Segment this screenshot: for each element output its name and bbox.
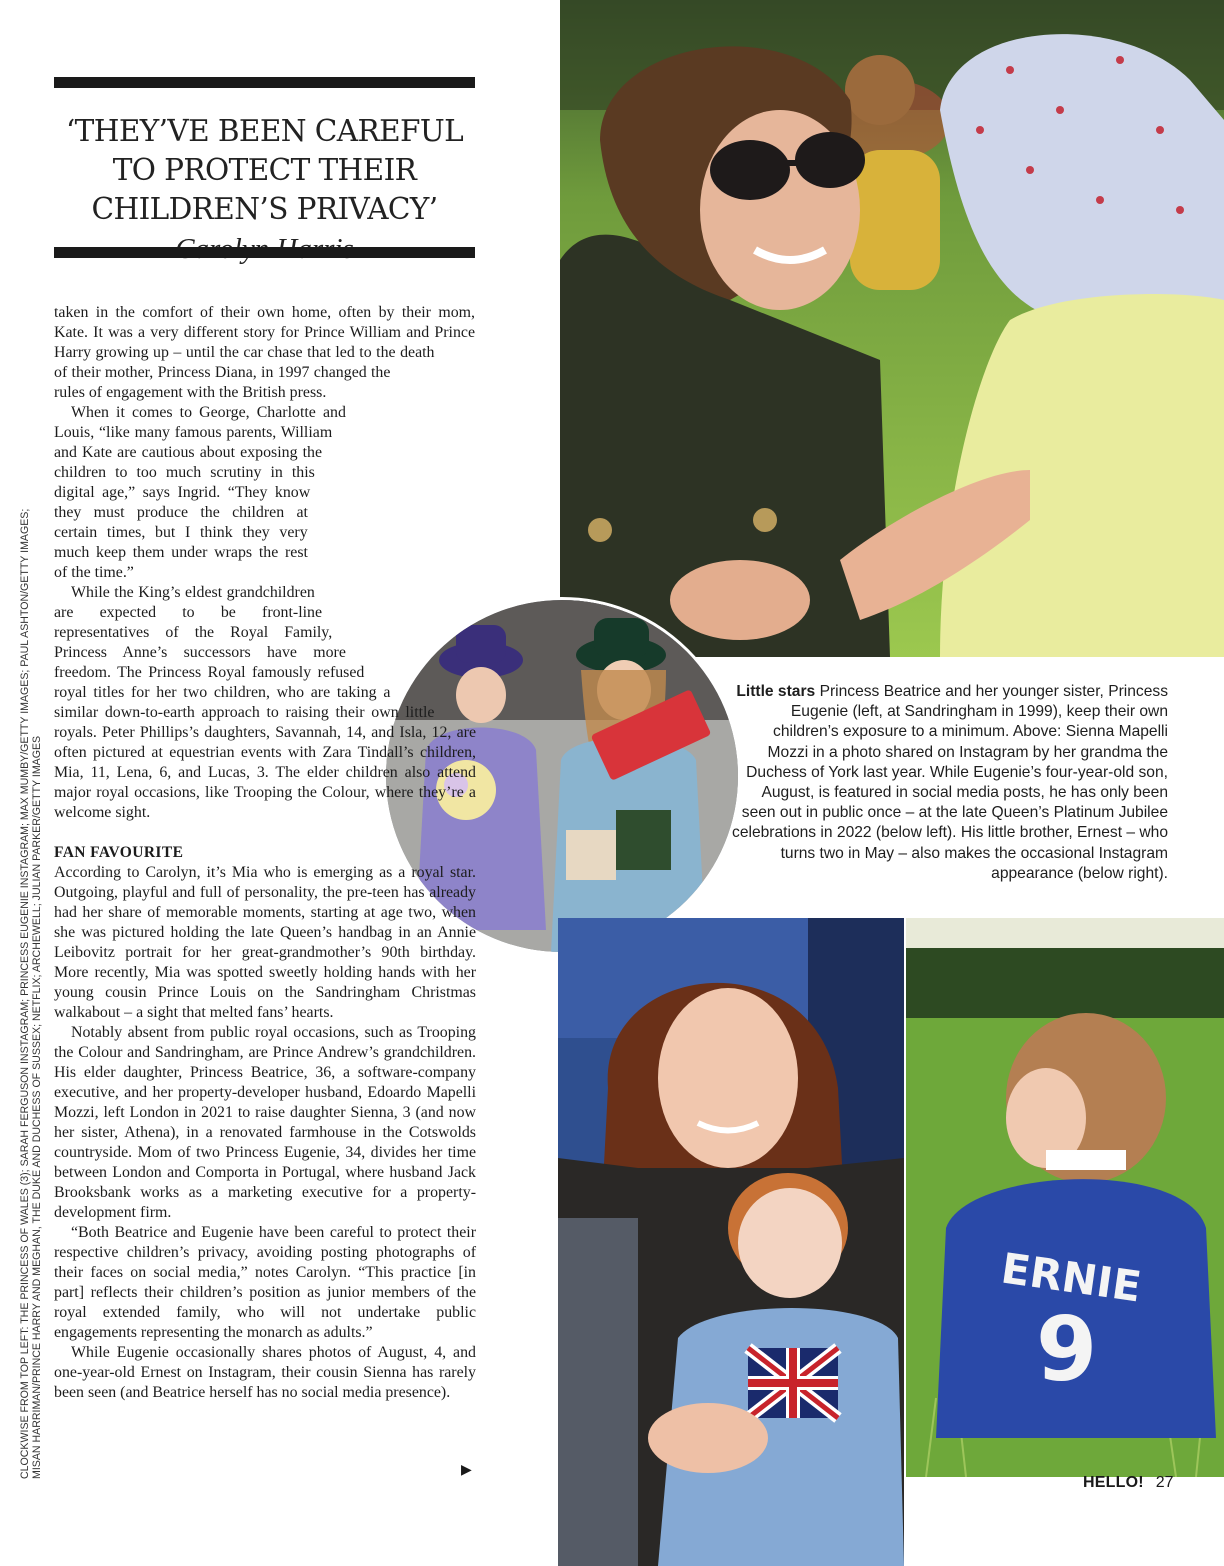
caption-text: Princess Beatrice and her younger sister, Princess Eugenie (left, at Sandringham in 1999), keep their own children’s exposure to a minimum. Above: Sienna Mapelli Mozzi in a photo shared on Instagram by her grandma the Duchess of York last year. While Eugenie’s four-year-old son, August, is featured in social media posts, he has only been seen out in public once – at the late Queen’s Platinum Jubilee celebrations in 2022 (below left). His little brother, Ernest – who turns two in May – also makes the occasional Instagram appearance (below right). [732, 683, 1168, 882]
article-paragraph: “Both Beatrice and Eugenie have been careful to protect their respective children’s privacy, avoiding posting photographs of their faces on social media,” notes Carolyn. “This practice [in part] reflects their children’s position as junior members of the royal extended family, who will not undertake public engagements representing the monarch as adults.” [54, 1224, 476, 1341]
section-subheading: FAN FAVOURITE [54, 844, 184, 861]
magazine-name: HELLO! [1083, 1474, 1144, 1491]
article-paragraph: Notably absent from public royal occasions, such as Trooping the Colour and Sandringham, are Prince Andrew’s grandchildren. His elder daughter, Princess Beatrice, 36, a software-company executive, and her property-developer husband, Edoardo Mapelli Mozzi, left London in 2021 to raise daughter Sienna, 3 (and now her sister, Athena), in a renovated farmhouse in the Cotswolds countryside. Mom of two Princess Eugenie, 34, divides her time between London and Comporta in Portugal, where husband Jack Brooksbank works as a marketing executive for a property-development firm. [54, 1024, 476, 1221]
photo-caption [732, 682, 1168, 884]
photo-ernest-in-grass [906, 918, 1224, 1477]
pull-quote-text: ‘THEY’VE BEEN CAREFUL TO PROTECT THEIR CHILDREN’S PRIVACY’ [65, 114, 464, 226]
photo-credits [19, 508, 43, 1479]
photo-eugenie-with-august [558, 918, 904, 1566]
shirt-name: ERNIE [998, 1243, 1145, 1312]
article-body [54, 303, 476, 1403]
page-number: 27 [1155, 1474, 1174, 1491]
bottom-rule [54, 247, 475, 258]
pull-quote [54, 112, 475, 269]
top-rule [54, 77, 475, 88]
article-paragraph: taken in the comfort of their own home, often by their mom, Kate. It was a very different story for Prince William and Prince Harry growing up – until the car chase that led to the death of their mother, Princess Diana, in 1997 changed the rules of engagement with the British press. [54, 304, 475, 401]
shirt-number: 9 [1036, 1298, 1098, 1401]
page-footer [1083, 1474, 1174, 1492]
continue-arrow-icon: ▶ [461, 1463, 472, 1478]
credit-line: MISAN HARRIMAN/PRINCE HARRY AND MEGHAN, THE DUKE AND DUCHESS OF SUSSEX; NETFLIX; ARCHEWELL; JULIAN PARKER/GETTY IMAGES [31, 735, 43, 1479]
caption-lead: Little stars [736, 683, 816, 700]
article-paragraph: According to Carolyn, it’s Mia who is emerging as a royal star. Outgoing, playful and full of personality, the pre-teen has already had her share of memorable moments, starting at age two, when she was pictured holding the late Queen’s handbag in an Annie Leibovitz portrait for her great-grandmother’s 90th birthday. More recently, Mia was spotted sweetly holding hands with her young cousin Prince Louis on the Sandringham Christmas walkabout – a sight that melted fans’ hearts. [54, 864, 476, 1021]
credit-line: CLOCKWISE FROM TOP LEFT: THE PRINCESS OF WALES (3); SARAH FERGUSON INSTAGRAM; PRINCESS EUGENIE INSTAGRAM; MAX MUMBY/GETTY IMAGES; PAUL ASHTON/GETTY IMAGES; [19, 508, 31, 1479]
photo-beatrice-with-daughter [560, 0, 1224, 657]
article-paragraph: While the King’s eldest grandchildren are expected to be front-line representatives of the Royal Family, Princess Anne’s successors have more freedom. The Princess Royal famously refused royal titles for her two children, who are taking a similar down-to-earth approach to raising their own little royals. Peter Phillips’s daughters, Savannah, 14, and Isla, 12, are often pictured at equestrian events with Zara Tindall’s children, Mia, 11, Lena, 6, and Lucas, 3. The elder children also attend major royal occasions, like Trooping the Colour, where they’re a welcome sight. [54, 584, 476, 821]
article-paragraph: When it comes to George, Charlotte and Louis, “like many famous parents, William and Kate are cautious about exposing the children to too much scrutiny in this digital age,” says Ingrid. “They know they must produce the children at certain times, but I think they very much keep them under wraps the rest of the time.” [54, 404, 346, 581]
article-paragraph: While Eugenie occasionally shares photos of August, 4, and one-year-old Ernest on Instagram, their cousin Sienna has rarely been seen (and Beatrice herself has no social media presence). [54, 1344, 476, 1401]
